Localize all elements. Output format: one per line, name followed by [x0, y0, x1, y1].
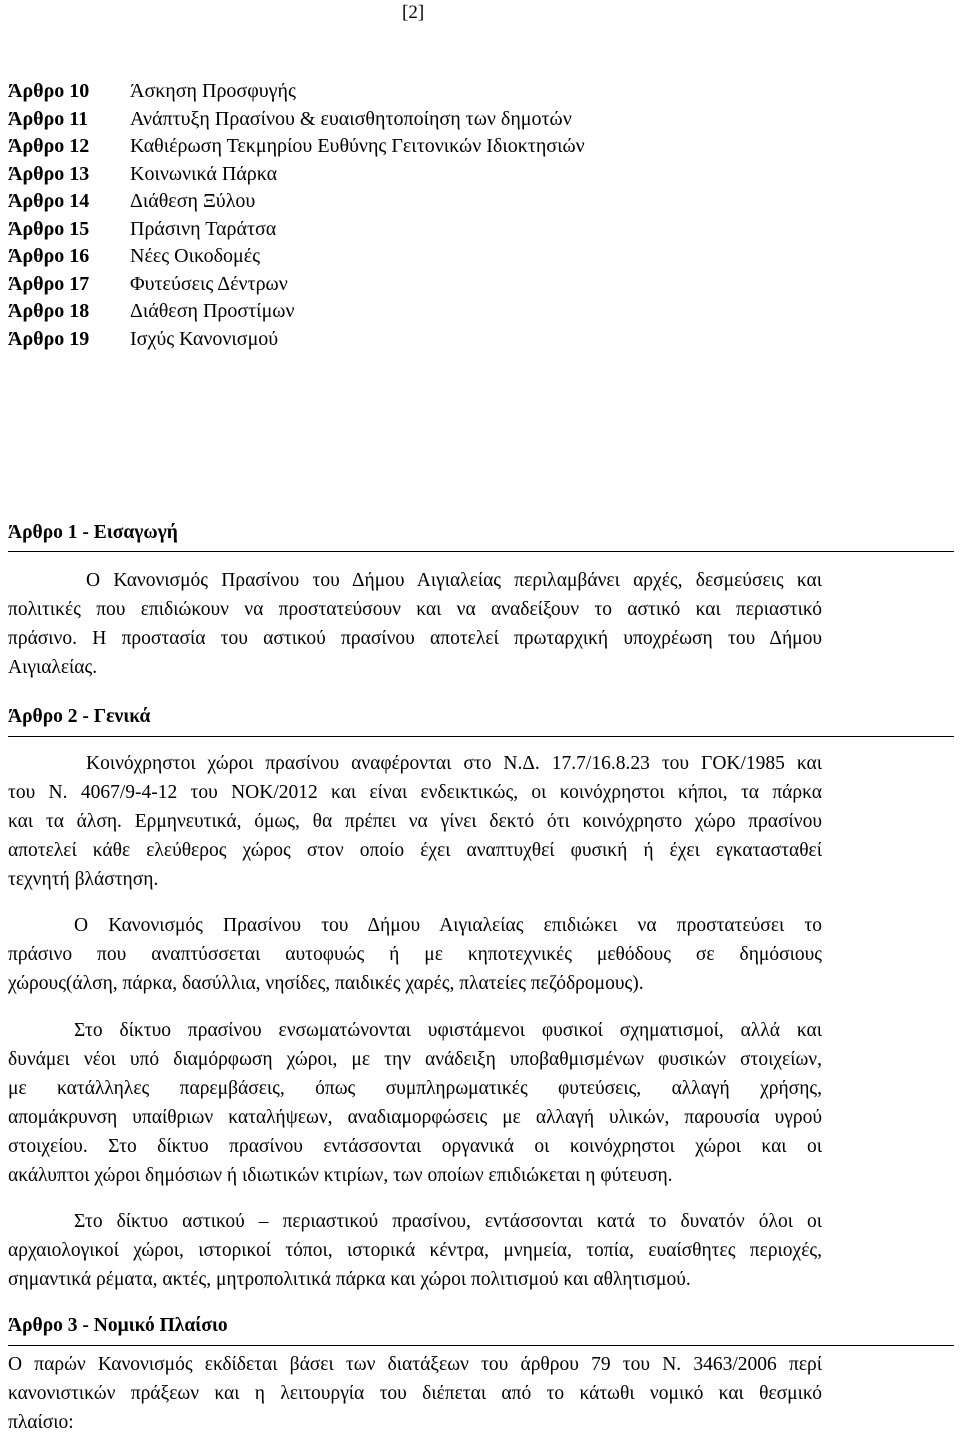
heading-rule: [8, 551, 954, 552]
text-line: και τα άλση. Ερμηνευτικά, όμως, θα πρέπει να γίνει δεκτό ότι κοινόχρηστο χώρο πρασίνου: [8, 811, 822, 832]
toc-article-number: Άρθρο 17: [8, 272, 90, 295]
toc-article-title: Διάθεση Προστίμων: [130, 300, 295, 322]
text-line: με κατάλληλες παρεμβάσεις, όπως συμπληρωματικές φυτεύσεις, αλλαγή χρήσης,: [8, 1078, 822, 1099]
text-line: του Ν. 4067/9-4-12 του ΝΟΚ/2012 και είναι ενδεικτικώς, οι κοινόχρηστοι κήποι, τα πάρκα: [8, 782, 822, 803]
heading-rule: [8, 1345, 954, 1346]
toc-row: [8, 216, 585, 244]
article-2-paragraph-2: [8, 911, 822, 998]
toc-row: [8, 161, 585, 189]
text-line: πλαίσιο:: [8, 1412, 74, 1433]
text-line: Ο Κανονισμός Πρασίνου του Δήμου Αιγιαλείας περιλαμβάνει αρχές, δεσμεύσεις και: [86, 570, 822, 591]
article-2-paragraph-3: [8, 1016, 822, 1190]
toc-row: [8, 326, 585, 354]
toc-row: [8, 133, 585, 161]
toc-article-number: Άρθρο 11: [8, 107, 89, 130]
heading-rule: [8, 736, 954, 737]
text-line: δυνάμει νέοι υπό διαμόρφωση χώροι, με την ανάδειξη υποβαθμισμένων φυσικών στοιχείων,: [8, 1049, 822, 1070]
toc-article-title: Άσκηση Προσφυγής: [130, 80, 296, 102]
article-1-paragraph: [8, 566, 822, 682]
toc-row: [8, 243, 585, 271]
text-line: σημαντικά ρέματα, ακτές, μητροπολιτικά πάρκα και χώροι πολιτισμού και αθλητισμού.: [8, 1269, 691, 1290]
text-line: Στο δίκτυο πρασίνου ενσωματώνονται υφιστάμενοι φυσικοί σχηματισμοί, αλλά και: [74, 1020, 822, 1041]
toc-article-number: Άρθρο 19: [8, 327, 90, 350]
text-line: Ο Κανονισμός Πρασίνου του Δήμου Αιγιαλείας επιδιώκει να προστατεύσει το: [74, 915, 822, 936]
text-line: κανονιστικών πράξεων και η λειτουργία του διέπεται από το κάτωθι νομικό και θεσμικό: [8, 1383, 822, 1404]
article-1-heading: Άρθρο 1 - Εισαγωγή: [8, 522, 178, 543]
toc-article-number: Άρθρο 15: [8, 217, 90, 240]
toc-row: [8, 298, 585, 326]
page-number: [2]: [402, 2, 425, 23]
toc-article-number: Άρθρο 16: [8, 245, 90, 267]
text-line: αρχαιολογικοί χώροι, ιστορικοί τόποι, ιστορικά κέντρα, μνημεία, τοπία, ευαίσθητες περιοχές,: [8, 1240, 822, 1261]
toc-article-number: Άρθρο 13: [8, 162, 90, 185]
toc-row: [8, 271, 585, 299]
toc-article-number: Άρθρο 14: [8, 190, 90, 212]
article-2-paragraph-1: [8, 749, 822, 894]
table-of-contents: [8, 78, 585, 353]
toc-article-number: Άρθρο 12: [8, 135, 90, 157]
text-line: πράσινο που αναπτύσσεται αυτοφυώς ή με κηποτεχνικές μεθόδους σε δημόσιους: [8, 944, 822, 965]
toc-row: [8, 188, 585, 216]
toc-article-number: Άρθρο 10: [8, 80, 90, 102]
text-line: Ο παρών Κανονισμός εκδίδεται βάσει των διατάξεων του άρθρου 79 του Ν. 3463/2006 περί: [8, 1354, 822, 1375]
article-2-heading: Άρθρο 2 - Γενικά: [8, 706, 151, 727]
toc-article-title: Καθιέρωση Τεκμηρίου Ευθύνης Γειτονικών Ιδιοκτησιών: [130, 135, 585, 157]
toc-article-title: Ανάπτυξη Πρασίνου & ευαισθητοποίηση των δημοτών: [130, 107, 572, 130]
text-line: ακάλυπτοι χώροι δημόσιων ή ιδιωτικών κτιρίων, των οποίων επιδιώκεται η φύτευση.: [8, 1165, 673, 1186]
toc-article-number: Άρθρο 18: [8, 300, 90, 322]
text-line: Στο δίκτυο αστικού – περιαστικού πρασίνου, εντάσσονται κατά το δυνατόν όλοι οι: [74, 1211, 822, 1232]
toc-article-title: Διάθεση Ξύλου: [130, 190, 256, 212]
text-line: Αιγιαλείας.: [8, 657, 98, 678]
text-line: αποτελεί κάθε ελεύθερος χώρος στον οποίο έχει αναπτυχθεί φυσική ή έχει εγκατασταθεί: [8, 840, 822, 861]
article-3-paragraph: [8, 1350, 822, 1437]
toc-article-title: Πράσινη Ταράτσα: [130, 217, 277, 240]
article-3-heading: Άρθρο 3 - Νομικό Πλαίσιο: [8, 1315, 228, 1336]
text-line: στοιχείου. Στο δίκτυο πρασίνου εντάσσονται οργανικά οι κοινόχρηστοι χώροι και οι: [8, 1136, 822, 1157]
text-line: χώρους(άλση, πάρκα, δασύλλια, νησίδες, παιδικές χαρές, πλατείες πεζόδρομους).: [8, 973, 644, 994]
toc-article-title: Νέες Οικοδομές: [130, 245, 261, 267]
text-line: πράσινο. Η προστασία του αστικού πρασίνου αποτελεί πρωταρχική υποχρέωση του Δήμου: [8, 628, 822, 649]
text-line: πολιτικές που επιδιώκουν να προστατεύσουν και να αναδείξουν το αστικό και περιαστικό: [8, 599, 822, 620]
toc-article-title: Κοινωνικά Πάρκα: [130, 162, 278, 185]
text-line: απομάκρυνση υπαίθριων καταλήψεων, αναδιαμορφώσεις με αλλαγή υλικών, παρουσία υγρού: [8, 1107, 822, 1128]
toc-row: [8, 78, 585, 106]
text-line: Κοινόχρηστοι χώροι πρασίνου αναφέρονται στο Ν.Δ. 17.7/16.8.23 του ΓΟΚ/1985 και: [86, 753, 822, 774]
text-line: τεχνητή βλάστηση.: [8, 869, 159, 890]
article-2-paragraph-4: [8, 1207, 822, 1294]
toc-article-title: Ισχύς Κανονισμού: [130, 327, 279, 350]
toc-article-title: Φυτεύσεις Δέντρων: [130, 272, 288, 295]
toc-row: [8, 106, 585, 134]
